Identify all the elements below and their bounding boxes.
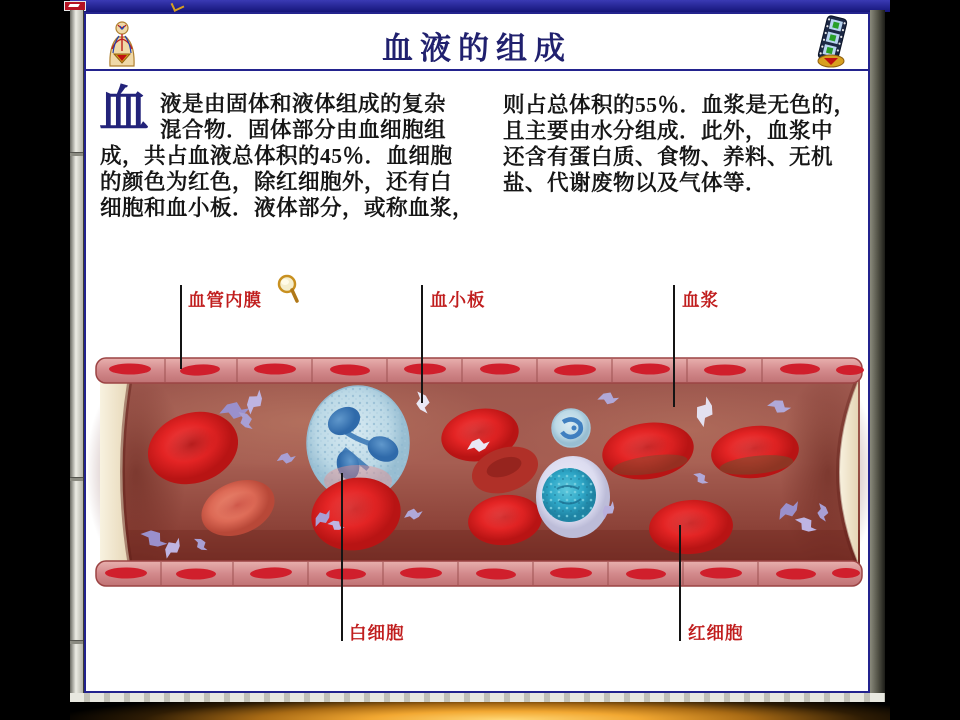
left-rail-notch [70, 477, 83, 481]
paragraph-line: 盐、代谢废物以及气体等． [503, 171, 768, 195]
paragraph-line: 且主要由水分组成．此外，血浆中 [503, 119, 834, 143]
drop-cap: 血 [99, 81, 149, 137]
leader-line-vessel-lining [180, 285, 182, 369]
left-rail-notch [70, 640, 83, 644]
paragraph-line: 细胞和血小板．液体部分，或称血浆， [100, 196, 475, 220]
magnifier-icon[interactable] [276, 274, 304, 306]
leader-line-red-blood-cell [679, 525, 681, 641]
left-scroll-rail[interactable] [70, 10, 84, 704]
label-vessel-lining: 血管内膜 [188, 290, 262, 310]
leader-line-platelet [421, 285, 423, 403]
white-blood-cell [552, 409, 590, 447]
leader-line-white-blood-cell [341, 473, 343, 641]
paragraph-line: 混合物．固体部分由血细胞组 [160, 118, 447, 142]
white-blood-cell [536, 456, 610, 538]
left-rail-notch [70, 152, 83, 156]
vessel-wall-bottom [96, 561, 862, 586]
window-titlebar[interactable] [70, 0, 890, 12]
slide-header [86, 14, 868, 71]
page-title: 血液的组成 [382, 31, 572, 66]
paragraph-line: 液是由固体和液体组成的复杂 [160, 92, 447, 116]
paragraph-line: 还含有蛋白质、食物、养料、无机 [503, 145, 834, 169]
leader-line-plasma [673, 285, 675, 407]
paragraph-line: 成，共占血液总体积的45％．血细胞 [100, 144, 453, 168]
label-red-blood-cell: 红细胞 [688, 623, 744, 643]
label-platelet: 血小板 [430, 290, 486, 310]
vessel-wall-top [96, 358, 864, 383]
paragraph-line: 的颜色为红色，除红细胞外，还有白 [100, 170, 453, 194]
label-plasma: 血浆 [682, 290, 719, 310]
paragraph-line: 则占总体积的55％．血浆是无色的， [503, 93, 856, 117]
right-scroll-rail[interactable] [870, 10, 885, 700]
filmstrip-icon[interactable] [814, 15, 852, 69]
blood-vessel-illustration [88, 352, 868, 592]
desk-reflection [70, 702, 890, 720]
label-white-blood-cell: 白细胞 [349, 623, 405, 643]
